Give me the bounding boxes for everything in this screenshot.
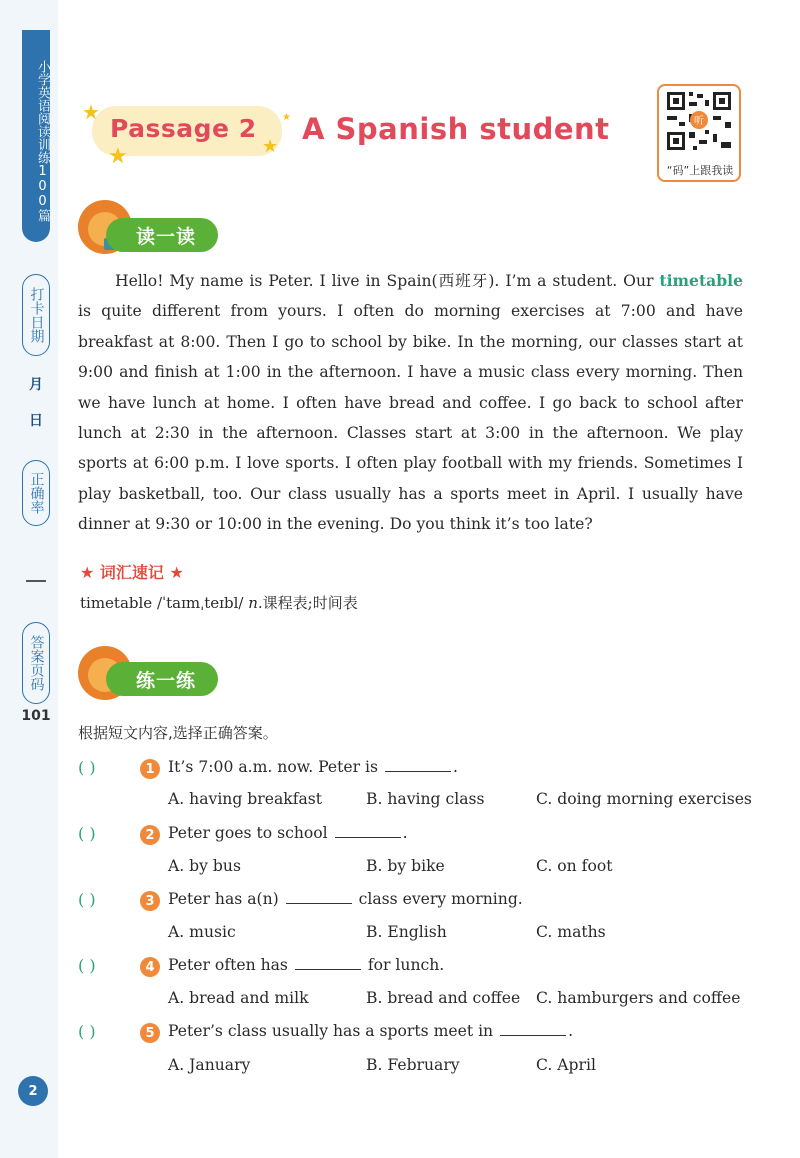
- vocab-heading: [80, 560, 184, 583]
- star-icon: ★: [108, 144, 128, 169]
- answer-blank[interactable]: [286, 890, 352, 904]
- qr-code-icon: [659, 86, 739, 158]
- star-icon: ★: [163, 563, 184, 582]
- answer-paren[interactable]: ( ): [78, 758, 96, 777]
- vocab-phonetic: /ˈtaɪmˌteɪbl/: [156, 594, 244, 612]
- question-text: It’s 7:00 a.m. now. Peter is .: [168, 758, 458, 776]
- checkin-date-label: 打卡日期: [22, 274, 50, 356]
- question-4: [78, 956, 758, 982]
- option-a[interactable]: A. January: [168, 1056, 251, 1074]
- question-number: 4: [140, 957, 160, 977]
- vocab-word: timetable: [80, 594, 153, 612]
- option-a[interactable]: A. music: [168, 923, 236, 941]
- practice-section-label: 练一练: [106, 662, 218, 696]
- qr-listen-tag: 听: [694, 116, 704, 127]
- question-2: [78, 824, 758, 850]
- answer-paren[interactable]: ( ): [78, 1022, 96, 1041]
- question-number: 5: [140, 1023, 160, 1043]
- option-b[interactable]: B. by bike: [366, 857, 445, 875]
- passage-label: Passage 2: [110, 114, 257, 143]
- vocab-heading-text: 词汇速记: [99, 563, 164, 582]
- series-title: 小学英语阅读训练100篇: [22, 30, 50, 242]
- question-text: Peter often has for lunch.: [168, 956, 445, 974]
- option-c[interactable]: C. doing morning exercises: [536, 790, 752, 808]
- answer-paren[interactable]: ( ): [78, 890, 96, 909]
- question-number: 1: [140, 759, 160, 779]
- answer-page-label: 答案页码: [22, 622, 50, 704]
- vocab-entry: [80, 592, 358, 613]
- option-b[interactable]: B. English: [366, 923, 447, 941]
- passage-text-before: Hello! My name is Peter. I live in Spain(西班牙). I’m a student. Our: [115, 272, 660, 290]
- answer-blank[interactable]: [295, 956, 361, 970]
- star-icon: ★: [282, 112, 291, 123]
- instruction-text: 根据短文内容,选择正确答案。: [78, 724, 278, 742]
- question-1: [78, 758, 758, 784]
- option-b[interactable]: B. bread and coffee: [366, 989, 521, 1007]
- answer-blank[interactable]: [335, 824, 401, 838]
- answer-page-number: 101: [21, 708, 51, 724]
- star-icon: ★: [82, 100, 100, 124]
- passage-text: [78, 266, 743, 540]
- option-a[interactable]: A. having breakfast: [168, 790, 323, 808]
- accuracy-label: 正确率: [22, 460, 50, 526]
- question-5: [78, 1022, 758, 1048]
- option-c[interactable]: C. April: [536, 1056, 596, 1074]
- read-section-label: 读一读: [106, 218, 218, 252]
- highlight-word: timetable: [659, 271, 743, 290]
- question-text: Peter has a(n) class every morning.: [168, 890, 523, 908]
- passage-text-after: is quite different from yours. I often do morning exercises at 7:00 and have breakfast at 8:00. Then I go to school by bike. In the morning, our classes start at 9:00 and finish at 1:00 in the afternoon. I have a music class every morning. Then we have lunch at home. I often have bread and coffee. I go back to school after lunch at 2:30 in the afternoon. Classes start at 3:00 in the afternoon. We play sports at 6:00 p.m. I love sports. I often play football with my friends. Sometimes I play basketball, too. Our class usually has a sports meet in April. I usually have dinner at 9:30 or 10:00 in the evening. Do you think it’s too late?: [78, 302, 743, 534]
- month-label: 月: [29, 377, 43, 393]
- vocab-pos: n.: [248, 594, 263, 612]
- star-icon: ★: [262, 136, 279, 157]
- question-3: [78, 890, 758, 916]
- question-number: 2: [140, 825, 160, 845]
- option-a[interactable]: A. by bus: [168, 857, 241, 875]
- option-a[interactable]: A. bread and milk: [168, 989, 309, 1007]
- qr-caption: “码”上跟我读: [666, 164, 734, 177]
- star-icon: ★: [80, 563, 100, 582]
- answer-blank[interactable]: [500, 1022, 566, 1036]
- question-number: 3: [140, 891, 160, 911]
- question-text: Peter goes to school .: [168, 824, 408, 842]
- question-text: Peter’s class usually has a sports meet in .: [168, 1022, 574, 1040]
- option-c[interactable]: C. hamburgers and coffee: [536, 989, 741, 1007]
- option-b[interactable]: B. having class: [366, 790, 485, 808]
- day-label: 日: [29, 413, 43, 429]
- answer-paren[interactable]: ( ): [78, 824, 96, 843]
- page-number-badge: 2: [18, 1076, 48, 1106]
- answer-paren[interactable]: ( ): [78, 956, 96, 975]
- accuracy-blank-line: [26, 580, 46, 582]
- vocab-meaning: 课程表;时间表: [262, 594, 358, 612]
- answer-blank[interactable]: [385, 758, 451, 772]
- page-title: A Spanish student: [302, 112, 610, 146]
- option-b[interactable]: B. February: [366, 1056, 460, 1074]
- option-c[interactable]: C. on foot: [536, 857, 613, 875]
- option-c[interactable]: C. maths: [536, 923, 606, 941]
